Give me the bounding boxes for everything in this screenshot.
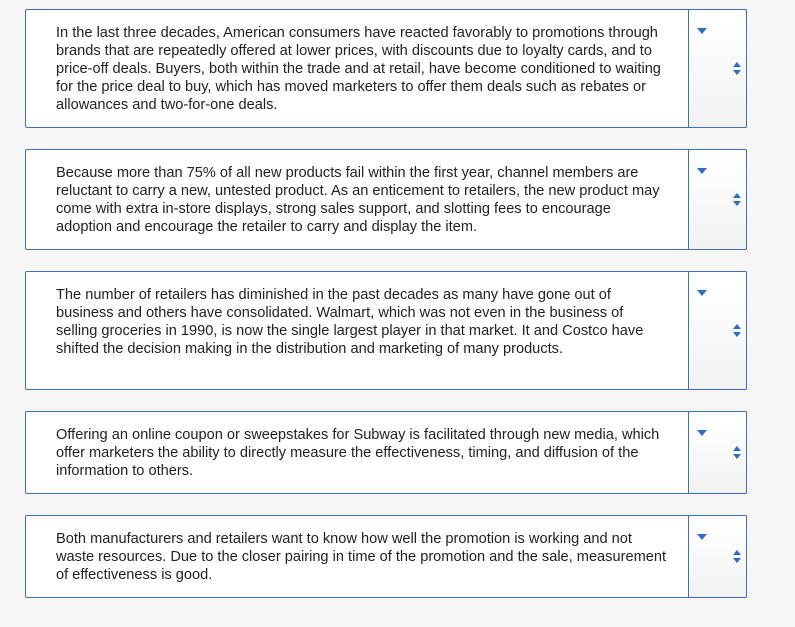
caret-down-icon	[697, 534, 707, 540]
matching-item-4	[25, 411, 747, 494]
up-down-arrows-icon	[733, 324, 743, 338]
statement-text: Because more than 75% of all new products fail within the first year, channel members are reluctant to carry a new, untested product. As an enticement to retailers, the new product may come with extra in-store displays, strong sales support, and slotting fees to encourage adoption and encourage the retailer to carry and display the item.	[56, 165, 660, 235]
answer-dropdown[interactable]	[688, 149, 747, 250]
statement-text: In the last three decades, American consumers have reacted favorably to promotions through brands that are repeatedly offered at lower prices, with discounts due to loyalty cards, and to price-off deals. Buyers, both within the trade and at retail, have become conditioned to waiting for the price deal to buy, which has moved marketers to offer them deals such as rebates or allowances and two-for-one deals.	[56, 25, 661, 113]
matching-item-1	[25, 9, 747, 128]
matching-item-3	[25, 271, 747, 390]
up-down-arrows-icon	[733, 62, 743, 76]
caret-down-icon	[697, 430, 707, 436]
statement-text: Offering an online coupon or sweepstakes for Subway is facilitated through new media, which offer marketers the ability to directly measure the effectiveness, timing, and diffusion of the information to others.	[56, 427, 660, 479]
answer-dropdown[interactable]	[688, 515, 747, 598]
up-down-arrows-icon	[733, 550, 743, 564]
answer-dropdown[interactable]	[688, 9, 747, 128]
caret-down-icon	[697, 28, 707, 34]
matching-item-2	[25, 149, 747, 250]
up-down-arrows-icon	[733, 193, 743, 207]
statement-text: Both manufacturers and retailers want to know how well the promotion is working and not waste resources. Due to the closer pairing in time of the promotion and the sale, measurement of effectiveness is good.	[56, 531, 667, 583]
answer-dropdown[interactable]	[688, 271, 747, 390]
statement-text: The number of retailers has diminished in the past decades as many have gone out of business and others have consolidated. Walmart, which was not even in the business of selling groceries in 1990, is now the single largest player in that market. It and Costco have shifted the decision making in the distribution and marketing of many products.	[56, 287, 644, 357]
caret-down-icon	[697, 290, 707, 296]
matching-item-5	[25, 515, 747, 598]
answer-dropdown[interactable]	[688, 411, 747, 494]
caret-down-icon	[697, 168, 707, 174]
up-down-arrows-icon	[733, 446, 743, 460]
